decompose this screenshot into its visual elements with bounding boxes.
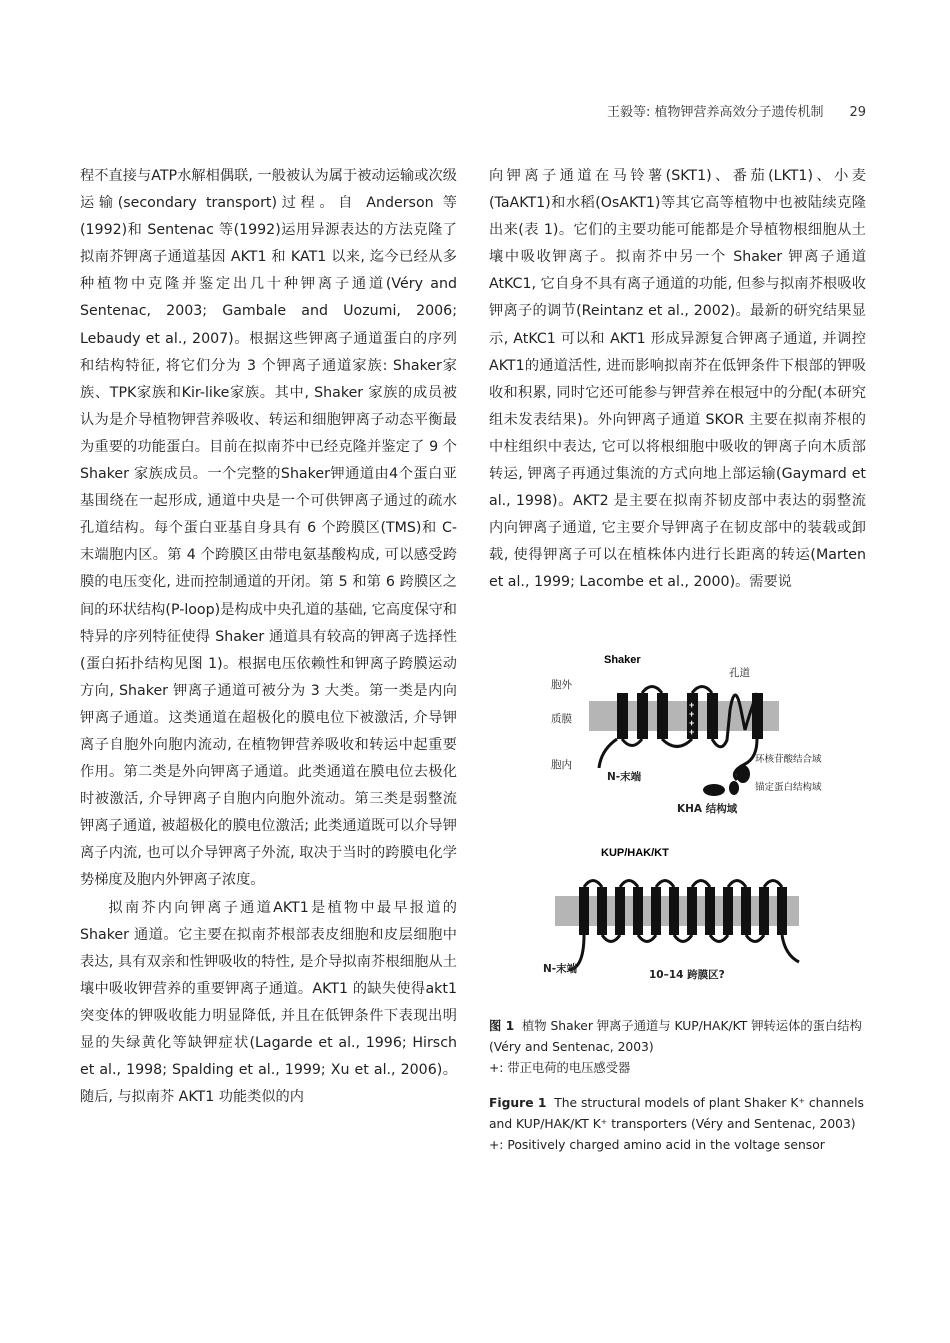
tm-segment-3 xyxy=(657,693,668,739)
tm-segment xyxy=(597,887,607,935)
label-pore: 孔道 xyxy=(729,667,750,679)
label-outside: 胞外 xyxy=(551,679,572,691)
tm-segment xyxy=(741,887,751,935)
figure-caption xyxy=(489,1016,869,1156)
kup-title: KUP/HAK/KT xyxy=(601,847,669,859)
loop xyxy=(728,881,746,888)
loop xyxy=(638,935,656,942)
tm-segment xyxy=(705,887,715,935)
kup-c-terminus-tail xyxy=(782,935,799,962)
caption-cn-number: 图 1 xyxy=(489,1019,515,1033)
page-number: 29 xyxy=(849,105,866,120)
kha-domain xyxy=(703,784,725,796)
loop xyxy=(746,935,764,942)
loop-1 xyxy=(622,739,642,746)
loop xyxy=(764,881,782,888)
tm-segment xyxy=(759,887,769,935)
tm-segment xyxy=(651,887,661,935)
label-ankyrin: 锚定蛋白结构域 xyxy=(755,782,822,793)
plus-sign: + xyxy=(689,718,695,728)
label-n-terminus: N-末端 xyxy=(607,771,642,783)
body-paragraph: 向钾离子通道在马铃薯(SKT1)、番茄(LKT1)、小麦(TaAKT1)和水稻(OsAKT1)等其它高等植物中也被陆续克隆出来(表 1)。它们的主要功能可能都是介导植物根细胞从土壤中吸收钾离子。拟南芥中另一个 Shaker 钾离子通道 AtKC1, 它自身不具有离子通道的功能, 但参与拟南芥根吸收钾离子的调节(Reintanz et al., 2002)。最新的研究结果显示, AtKC1 可以和 AKT1 形成异源复合钾离子通道, 并调控AKT1的通道活性, 进而影响拟南芥在低钾条件下根部的钾吸收和积累, 同时它还可能参与钾营养在根冠中的分配(本研究组未发表结果)。外向钾离子通道 SKOR 主要在拟南芥根的中柱组织中表达, 它可以将根细胞中吸收的钾离子向木质部转运, 钾离子再通过集流的方式向地上部运输(Gaymard et al., 1998)。AKT2 是主要在拟南芥韧皮部中表达的弱整流内向钾离子通道, 它主要介导钾离子在韧皮部中的装载或卸载, 使得钾离子可以在植株体内进行长距离的转运(Marten et al., 1999; Lacombe et al., 2000)。需要说 xyxy=(489,168,866,591)
caption-en-title: The structural models of plant Shaker K⁺ channels and KUP/HAK/KT K⁺ transporters (Véry and Sentenac, 2003) xyxy=(489,1096,864,1131)
cnbd-domain xyxy=(736,765,750,783)
left-column xyxy=(80,163,457,1111)
tm-segment xyxy=(777,887,787,935)
label-membrane: 质膜 xyxy=(551,713,572,725)
c-terminal-domains xyxy=(703,765,750,796)
tm-segment-2 xyxy=(637,693,648,739)
loop xyxy=(620,881,638,888)
protein-topology-diagram xyxy=(489,650,867,990)
plus-sign: + xyxy=(689,709,695,719)
label-tm-count: 10–14 跨膜区? xyxy=(649,969,725,981)
caption-en-number: Figure 1 xyxy=(489,1096,547,1110)
voltage-sensor-charges xyxy=(689,700,694,737)
loop xyxy=(584,881,602,888)
label-kha: KHA 结构域 xyxy=(677,803,738,815)
loop xyxy=(674,935,692,942)
loop xyxy=(692,881,710,888)
tm-segment-5 xyxy=(707,693,718,739)
plus-sign: + xyxy=(689,727,695,737)
n-terminus-tail xyxy=(599,739,617,768)
caption-cn-note: +: 带正电荷的电压感受器 xyxy=(489,1061,631,1075)
shaker-title: Shaker xyxy=(604,654,641,666)
tm-segment-1 xyxy=(617,693,628,739)
body-paragraph: 程不直接与ATP水解相偶联, 一般被认为属于被动运输或次级运输(secondary transport)过程。自 Anderson 等(1992)和 Sentenac 等(1992)运用异源表达的方法克隆了拟南芥钾离子通道基因 AKT1 和 KAT1 以来, 迄今已经从多种植物中克隆并鉴定出几十种钾离子通道(Véry and Sentenac, 2003; Gambale and Uozumi, 2006; Lebaudy et al., 2007)。根据这些钾离子通道蛋白的序列和结构特征, 将它们分为 3 个钾离子通道家族: Shaker家族、TPK家族和Kir-like家族。其中, Shaker 家族的成员被认为是介导植物钾营养吸收、转运和细胞钾离子动态平衡最为重要的功能蛋白。目前在拟南芥中已经克隆并鉴定了 9 个 Shaker 家族成员。一个完整的Shaker钾通道由4个蛋白亚基围绕在一起形成, 通道中央是一个可供钾离子通过的疏水孔道结构。每个蛋白亚基自身具有 6 个跨膜区(TMS)和 C- 末端胞内区。第 4 个跨膜区由带电氨基酸构成, 可以感受跨膜的电压变化, 进而控制通道的开闭。第 5 和第 6 跨膜区之间的环状结构(P-loop)是构成中央孔道的基础, 它高度保守和特异的序列特征使得 Shaker 通道具有较高的钾离子选择性(蛋白拓扑结构见图 1)。根据电压依赖性和钾离子跨膜运动方向, Shaker 钾离子通道可被分为 3 大类。第一类是内向钾离子通道。这类通道在超极化的膜电位下被激活, 介导钾离子自胞外向胞内流动, 在植物钾营养吸收和转运中起重要作用。第二类是外向钾离子通道。此类通道在膜电位去极化时被激活, 介导钾离子自胞内向胞外流动。第三类是弱整流钾离子通道, 被超极化的膜电位激活; 此类通道既可以介导钾离子内流, 也可以介导钾离子外流, 取决于当时的跨膜电化学势梯度及胞内外钾离子浓度。 xyxy=(80,168,457,889)
ankyrin-domain xyxy=(729,781,739,795)
loop-2 xyxy=(642,687,662,694)
loop xyxy=(602,935,620,942)
caption-chinese xyxy=(489,1016,869,1058)
loop-4 xyxy=(692,687,712,694)
tm-segment xyxy=(723,887,733,935)
label-inside: 胞内 xyxy=(551,759,572,771)
tm-segment xyxy=(579,887,589,935)
caption-en-note: +: Positively charged amino acid in the voltage sensor xyxy=(489,1138,825,1152)
figure-1 xyxy=(489,650,867,990)
loop-3 xyxy=(662,739,692,747)
plus-sign: + xyxy=(689,700,695,710)
tm-segment xyxy=(615,887,625,935)
label-kup-n-terminus: N-末端 xyxy=(543,963,578,975)
loop xyxy=(710,935,728,942)
loop xyxy=(656,881,674,888)
running-header xyxy=(607,101,866,120)
tm-segment xyxy=(633,887,643,935)
tm-segment xyxy=(669,887,679,935)
right-column xyxy=(489,163,866,597)
body-paragraph: 拟南芥内向钾离子通道AKT1是植物中最早报道的 Shaker 通道。它主要在拟南芥根部表皮细胞和皮层细胞中表达, 具有双亲和性钾吸收的特性, 是介导拟南芥根细胞从土壤中吸收钾营养的重要钾离子通道。AKT1 的缺失使得akt1突变体的钾吸收能力明显降低, 并且在低钾条件下表现出明显的失绿黄化等缺钾症状(Lagarde et al., 1996; Hirsch et al., 1998; Spalding et al., 1999; Xu et al., 2006)。随后, 与拟南芥 AKT1 功能类似的内 xyxy=(80,899,457,1106)
caption-english xyxy=(489,1093,869,1135)
tm-segment xyxy=(687,887,697,935)
label-cnbd: 环核苷酸结合域 xyxy=(755,754,822,765)
running-title: 王毅等: 植物钾营养高效分子遗传机制 xyxy=(606,105,824,120)
caption-cn-title: 植物 Shaker 钾离子通道与 KUP/HAK/KT 钾转运体的蛋白结构 (Véry and Sentenac, 2003) xyxy=(489,1019,862,1054)
